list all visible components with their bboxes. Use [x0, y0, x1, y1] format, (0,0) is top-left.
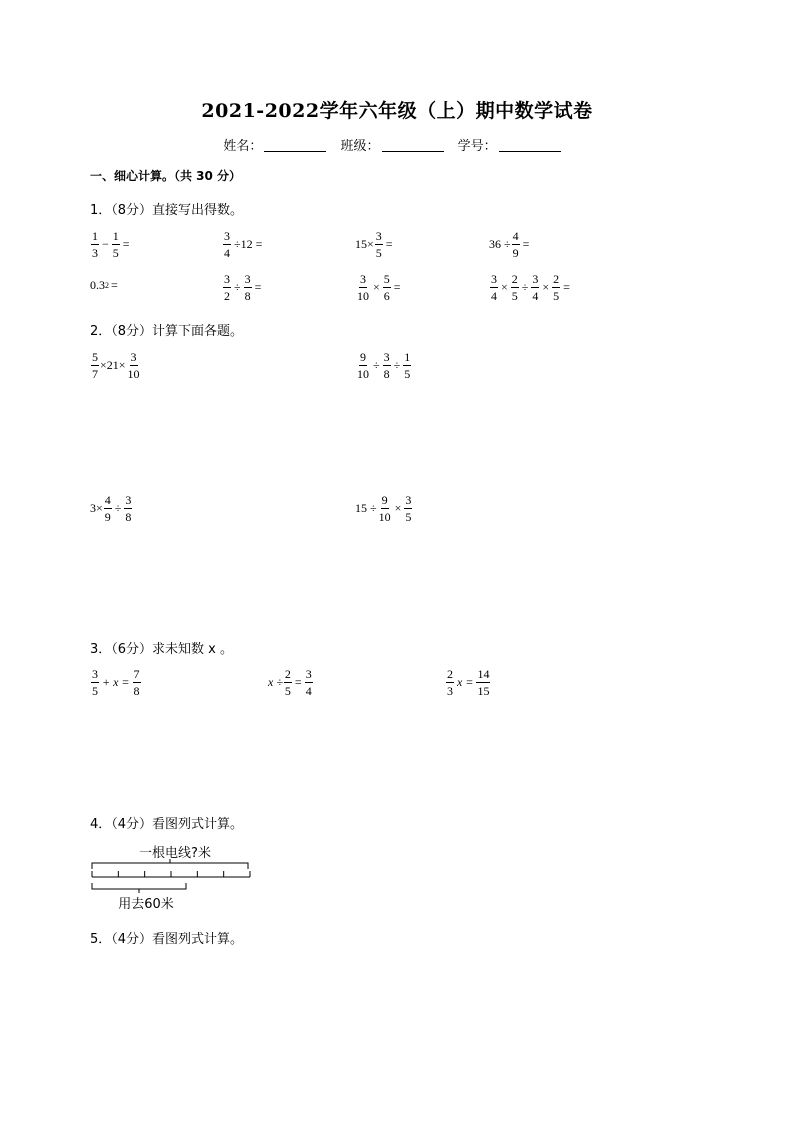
q3-item-b: x ÷ $\frac{2}{5}$ = $\frac{3}{4}$ [268, 667, 312, 698]
q1-item-e: 0.3 2 = [90, 278, 118, 292]
question-5: 5．（4分）看图列式计算。 [90, 932, 244, 947]
q1-item-f: $\frac{3}{2}$ ÷ $\frac{3}{8}$ = [224, 272, 262, 303]
fraction: $\frac{3}{5}$ [405, 493, 412, 524]
class-label: 班级： [340, 139, 380, 154]
fraction: $\frac{2}{5}$ [511, 272, 518, 303]
q1-item-b: $\frac{3}{4}$ ÷12 = [224, 229, 263, 260]
q1-item-c: 15× $\frac{3}{5}$ = [355, 229, 393, 260]
q2-item-a: $\frac{5}{7}$ ×21× $\frac{3}{10}$ [92, 350, 140, 381]
fraction: $\frac{3}{4}$ [305, 667, 312, 698]
fraction: $\frac{5}{7}$ [92, 350, 98, 381]
fraction: $\frac{1}{5}$ [112, 229, 119, 260]
q2-item-b: $\frac{9}{10}$ ÷ $\frac{3}{8}$ ÷ $\frac{1}{5}$ [357, 350, 411, 381]
fraction: $\frac{2}{5}$ [553, 272, 560, 303]
bottom-brace [92, 883, 186, 889]
fraction: $\frac{3}{4}$ [224, 229, 230, 260]
fraction: $\frac{14}{15}$ [477, 667, 490, 698]
fraction: $\frac{1}{3}$ [92, 229, 98, 260]
fraction: $\frac{4}{9}$ [512, 229, 519, 260]
student-info [0, 135, 794, 154]
fraction: $\frac{3}{8}$ [383, 350, 390, 381]
name-label: 姓名： [223, 139, 263, 154]
q1-item-a: $\frac{1}{3}$ − $\frac{1}{5}$ = [92, 229, 130, 260]
fraction: $\frac{3}{10}$ [357, 272, 369, 303]
fraction: $\frac{3}{4}$ [491, 272, 497, 303]
wire-diagram-svg [90, 843, 260, 911]
fraction: $\frac{9}{10}$ [357, 350, 369, 381]
q2-item-d: 15 ÷ $\frac{9}{10}$ × $\frac{3}{5}$ [355, 493, 412, 524]
name-blank[interactable] [264, 151, 326, 152]
page-title: 2021-2022学年六年级（上）期中数学试卷 [201, 100, 593, 122]
fraction: $\frac{3}{10}$ [127, 350, 140, 381]
fraction: $\frac{3}{5}$ [375, 229, 382, 260]
section-heading-1: 一、细心计算。（共 30 分） [90, 169, 242, 183]
wire-ticks [92, 871, 250, 877]
fraction: $\frac{3}{5}$ [92, 667, 98, 698]
question-2: 2．（8分）计算下面各题。 [90, 324, 244, 339]
fraction: $\frac{7}{8}$ [133, 667, 140, 698]
q1-item-d: 36 ÷ $\frac{4}{9}$ = [489, 229, 530, 260]
fraction: $\frac{1}{5}$ [404, 350, 411, 381]
class-blank[interactable] [382, 151, 444, 152]
question-3: 3．（6分）求未知数 x 。 [90, 642, 234, 657]
fraction: $\frac{4}{9}$ [104, 493, 111, 524]
question-1: 1．（8分）直接写出得数。 [90, 203, 244, 218]
fraction: $\frac{3}{8}$ [244, 272, 251, 303]
fraction: $\frac{5}{6}$ [383, 272, 390, 303]
id-blank[interactable] [499, 151, 561, 152]
q3-item-c: $\frac{2}{3}$ x = $\frac{14}{15}$ [447, 667, 490, 698]
fraction: $\frac{3}{8}$ [125, 493, 132, 524]
q1-item-g: $\frac{3}{10}$ × $\frac{5}{6}$ = [357, 272, 401, 303]
fraction: $\frac{3}{2}$ [224, 272, 230, 303]
question-4: 4．（4分）看图列式计算。 [90, 817, 244, 832]
fraction: $\frac{2}{3}$ [447, 667, 453, 698]
diagram-bottom-label: 用去60米 [118, 897, 174, 911]
fraction: $\frac{2}{5}$ [284, 667, 291, 698]
fraction: $\frac{9}{10}$ [378, 493, 391, 524]
q1-item-h: $\frac{3}{4}$ × $\frac{2}{5}$ ÷ $\frac{3}{4}$ × $\frac{2}{5}$ = [491, 272, 570, 303]
diagram-top-label: 一根电线?米 [139, 846, 211, 861]
q2-item-c: 3× $\frac{4}{9}$ ÷ $\frac{3}{8}$ [90, 493, 132, 524]
q3-item-a: $\frac{3}{5}$ + x = $\frac{7}{8}$ [92, 667, 140, 698]
top-brace [92, 863, 248, 869]
wire-diagram [90, 843, 260, 911]
fraction: $\frac{3}{4}$ [532, 272, 539, 303]
id-label: 学号： [457, 139, 497, 154]
